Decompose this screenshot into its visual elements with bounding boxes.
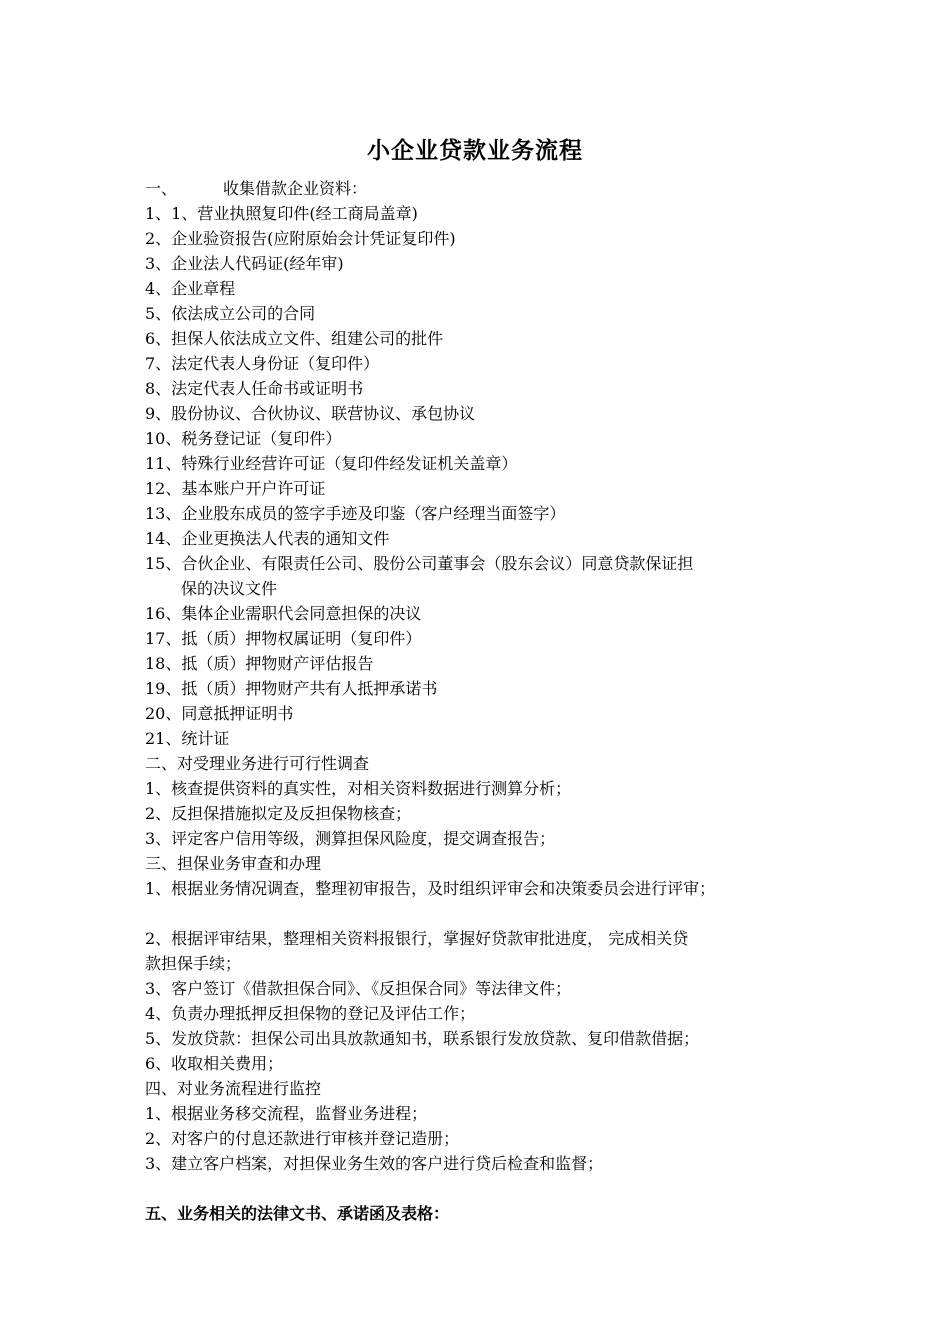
- list-item: 1、1、营业执照复印件(经工商局盖章): [145, 204, 418, 223]
- list-item: 1、根据业务移交流程，监督业务进程；: [145, 1104, 428, 1123]
- list-item-continuation: 款担保手续；: [145, 954, 242, 973]
- list-item: 7、法定代表人身份证（复印件）: [145, 354, 380, 373]
- list-item: 11、特殊行业经营许可证（复印件经发证机关盖章）: [145, 454, 518, 473]
- list-item: 16、集体企业需职代会同意担保的决议: [145, 604, 422, 623]
- list-item: 17、抵（质）押物权属证明（复印件）: [145, 629, 422, 648]
- list-item: 6、担保人依法成立文件、组建公司的批件: [145, 329, 444, 348]
- list-item: 13、企业股东成员的签字手迹及印鉴（客户经理当面签字）: [145, 504, 566, 523]
- blank-line: [145, 1176, 825, 1201]
- list-item: 3、客户签订《借款担保合同》、《反担保合同》等法律文件；: [145, 979, 572, 998]
- blank-line: [145, 901, 825, 926]
- list-item: 3、企业法人代码证(经年审): [145, 254, 344, 273]
- section-5-heading: 五、业务相关的法律文书、承诺函及表格：: [145, 1204, 450, 1223]
- list-item: 1、根据业务情况调查，整理初审报告，及时组织评审会和决策委员会进行评审；: [145, 879, 716, 898]
- list-item: 15、合伙企业、有限责任公司、股份公司董事会（股东会议）同意贷款保证担: [145, 554, 694, 573]
- list-item: 10、税务登记证（复印件）: [145, 429, 342, 448]
- list-item: 6、收取相关费用；: [145, 1054, 284, 1073]
- list-item-continuation-text: 保的决议文件: [181, 579, 278, 598]
- list-item: 5、依法成立公司的合同: [145, 304, 316, 323]
- document-title: 小企业贷款业务流程: [367, 137, 583, 164]
- section-1-heading-text: 收集借款企业资料：: [223, 179, 368, 198]
- list-item: 20、同意抵押证明书: [145, 704, 294, 723]
- list-item: 5、发放贷款：担保公司出具放款通知书，联系银行发放贷款、复印借款借据；: [145, 1029, 700, 1048]
- list-item: 19、抵（质）押物财产共有人抵押承诺书: [145, 679, 438, 698]
- section-3-heading: 三、担保业务审查和办理: [145, 854, 322, 873]
- document-body: [145, 176, 825, 1226]
- list-item: 14、企业更换法人代表的通知文件: [145, 529, 390, 548]
- list-item: 21、统计证: [145, 729, 230, 748]
- section-4-heading: 四、对业务流程进行监控: [145, 1079, 322, 1098]
- list-item: 2、企业验资报告(应附原始会计凭证复印件): [145, 229, 456, 248]
- section-1-marker: 一、: [145, 179, 178, 198]
- list-item: 12、基本账户开户许可证: [145, 479, 326, 498]
- list-item: 18、抵（质）押物财产评估报告: [145, 654, 374, 673]
- section-2-heading: 二、对受理业务进行可行性调查: [145, 754, 370, 773]
- list-item: 3、评定客户信用等级，测算担保风险度，提交调查报告；: [145, 829, 556, 848]
- list-item: 1、核查提供资料的真实性，对相关资料数据进行测算分析；: [145, 779, 572, 798]
- list-item: 8、法定代表人任命书或证明书: [145, 379, 364, 398]
- section-1-heading: [145, 176, 825, 201]
- list-item: 2、根据评审结果，整理相关资料报银行，掌握好贷款审批进度， 完成相关贷: [145, 929, 689, 948]
- list-item: 4、企业章程: [145, 279, 236, 298]
- list-item: 2、对客户的付息还款进行审核并登记造册；: [145, 1129, 460, 1148]
- list-item: 4、负责办理抵押反担保物的登记及评估工作；: [145, 1004, 476, 1023]
- list-item-continuation: [145, 576, 825, 601]
- list-item: 3、建立客户档案，对担保业务生效的客户进行贷后检查和监督；: [145, 1154, 604, 1173]
- list-item: 9、股份协议、合伙协议、联营协议、承包协议: [145, 404, 476, 423]
- list-item: 2、反担保措施拟定及反担保物核查；: [145, 804, 412, 823]
